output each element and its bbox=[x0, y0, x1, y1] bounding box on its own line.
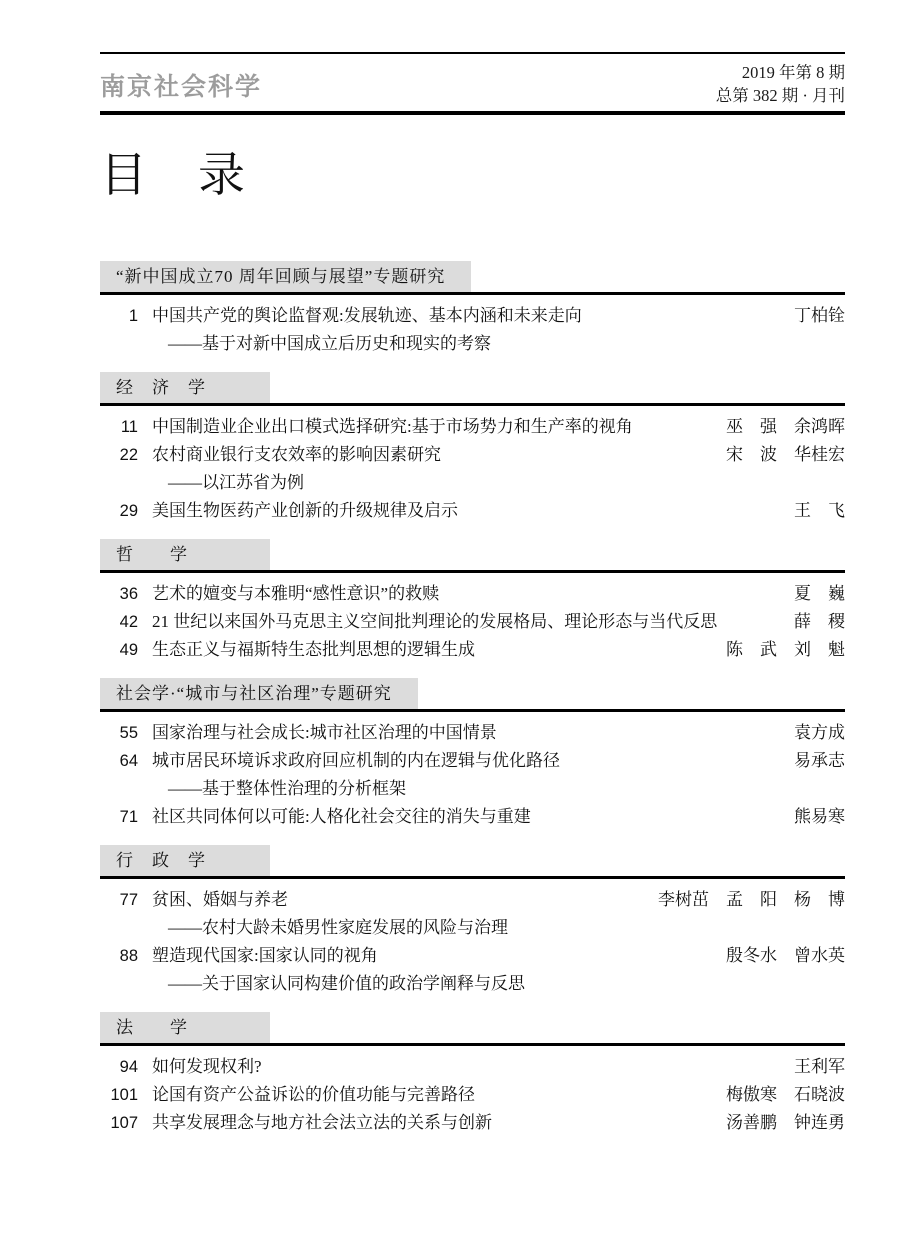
toc-entry-row bbox=[100, 608, 845, 636]
entry-authors: 陈 武 刘 魁 bbox=[726, 640, 845, 659]
entry-page-number: 64 bbox=[119, 752, 138, 770]
entry-authors: 宋 波 华桂宏 bbox=[726, 445, 845, 464]
entry-page-number: 29 bbox=[119, 502, 138, 520]
entry-authors: 巫 强 余鸿晖 bbox=[726, 417, 845, 436]
entry-subtitle: ——农村大龄未婚男性家庭发展的风险与治理 bbox=[168, 918, 508, 937]
entry-title: 国家治理与社会成长:城市社区治理的中国情景 bbox=[152, 723, 497, 742]
section-label: 社会学·“城市与社区治理”专题研究 bbox=[100, 678, 418, 709]
entry-page-number: 36 bbox=[119, 585, 138, 603]
entry-authors: 夏 巍 bbox=[794, 584, 845, 603]
entry-page-number: 94 bbox=[119, 1058, 138, 1076]
entry-authors: 王 飞 bbox=[794, 501, 845, 520]
section-label: 行 政 学 bbox=[100, 845, 270, 876]
entry-page-number: 55 bbox=[119, 724, 138, 742]
entry-page-number: 49 bbox=[119, 641, 138, 659]
entry-authors: 梅傲寒 石晓波 bbox=[726, 1085, 845, 1104]
entry-subtitle: ——关于国家认同构建价值的政治学阐释与反思 bbox=[168, 974, 525, 993]
header-rule bbox=[100, 111, 845, 115]
toc-entry-row bbox=[100, 747, 845, 775]
entry-title: 贫困、婚姻与养老 bbox=[152, 890, 288, 909]
toc-entry-row bbox=[100, 803, 845, 831]
toc-sections bbox=[100, 261, 845, 1137]
entry-page-number: 11 bbox=[120, 418, 138, 436]
entry-title: 农村商业银行支农效率的影响因素研究 bbox=[152, 445, 441, 464]
entry-page-number: 88 bbox=[119, 947, 138, 965]
section-label: 法 学 bbox=[100, 1012, 270, 1043]
masthead bbox=[100, 54, 845, 111]
entry-title: 21 世纪以来国外马克思主义空间批判理论的发展格局、理论形态与当代反思 bbox=[152, 612, 718, 631]
section-header bbox=[100, 539, 845, 573]
entry-title: 中国共产党的舆论监督观:发展轨迹、基本内涵和未来走向 bbox=[152, 306, 582, 325]
toc-entry-row bbox=[100, 497, 845, 525]
section-header bbox=[100, 1012, 845, 1046]
entry-authors: 易承志 bbox=[794, 751, 845, 770]
entry-page-number: 22 bbox=[119, 446, 138, 464]
section-label: “新中国成立70 周年回顾与展望”专题研究 bbox=[100, 261, 471, 292]
toc-entry-row bbox=[100, 1053, 845, 1081]
entry-title: 中国制造业企业出口模式选择研究:基于市场势力和生产率的视角 bbox=[152, 417, 633, 436]
entry-authors: 袁方成 bbox=[794, 723, 845, 742]
entry-authors: 殷冬水 曾水英 bbox=[726, 946, 845, 965]
issue-number: 2019 年第 8 期 bbox=[741, 63, 845, 82]
entry-title: 共享发展理念与地方社会法立法的关系与创新 bbox=[152, 1113, 492, 1132]
entry-subtitle: ——以江苏省为例 bbox=[168, 473, 304, 492]
issue-volume: 总第 382 期 · 月刊 bbox=[715, 86, 845, 105]
entry-page-number: 107 bbox=[110, 1114, 138, 1132]
entry-title: 生态正义与福斯特生态批判思想的逻辑生成 bbox=[152, 640, 475, 659]
toc-title: 目 录 bbox=[100, 150, 247, 202]
entry-authors: 薛 稷 bbox=[794, 612, 845, 631]
section-label: 哲 学 bbox=[100, 539, 270, 570]
entry-authors: 丁柏铨 bbox=[794, 306, 845, 325]
entry-page-number: 101 bbox=[110, 1086, 138, 1104]
entry-title: 城市居民环境诉求政府回应机制的内在逻辑与优化路径 bbox=[152, 751, 560, 770]
entry-authors: 王利军 bbox=[794, 1057, 845, 1076]
entry-title: 如何发现权利? bbox=[152, 1057, 262, 1076]
entry-title: 艺术的嬗变与本雅明“感性意识”的救赎 bbox=[152, 584, 440, 603]
section-header bbox=[100, 845, 845, 879]
entry-title: 美国生物医药产业创新的升级规律及启示 bbox=[152, 501, 458, 520]
entry-page-number: 42 bbox=[119, 613, 138, 631]
toc-entry-row bbox=[100, 413, 845, 441]
entry-page-number: 77 bbox=[119, 891, 138, 909]
entry-authors: 熊易寒 bbox=[794, 807, 845, 826]
toc-entry-row bbox=[100, 1081, 845, 1109]
toc-entry-row bbox=[100, 636, 845, 664]
section-header bbox=[100, 372, 845, 406]
journal-name: 南京社会科学 bbox=[100, 73, 263, 101]
toc-entry-row bbox=[100, 886, 845, 914]
entry-title: 社区共同体何以可能:人格化社会交往的消失与重建 bbox=[152, 807, 531, 826]
section-header bbox=[100, 261, 845, 295]
toc-entry-row bbox=[100, 1109, 845, 1137]
toc-entry-row bbox=[100, 719, 845, 747]
entry-authors: 李树茁 孟 阳 杨 博 bbox=[658, 890, 845, 909]
issue-info bbox=[716, 61, 845, 111]
toc-entry-row bbox=[100, 302, 845, 330]
toc-entry-row bbox=[100, 580, 845, 608]
entry-page-number: 71 bbox=[119, 808, 138, 826]
entry-subtitle: ——基于对新中国成立后历史和现实的考察 bbox=[168, 334, 491, 353]
entry-authors: 汤善鹏 钟连勇 bbox=[726, 1113, 845, 1132]
toc-entry-row bbox=[100, 942, 845, 970]
entry-subtitle: ——基于整体性治理的分析框架 bbox=[168, 779, 406, 798]
entry-title: 塑造现代国家:国家认同的视角 bbox=[152, 946, 378, 965]
section-label: 经 济 学 bbox=[100, 372, 270, 403]
section-header bbox=[100, 678, 845, 712]
entry-page-number: 1 bbox=[128, 307, 138, 325]
entry-title: 论国有资产公益诉讼的价值功能与完善路径 bbox=[152, 1085, 475, 1104]
toc-entry-row bbox=[100, 441, 845, 469]
